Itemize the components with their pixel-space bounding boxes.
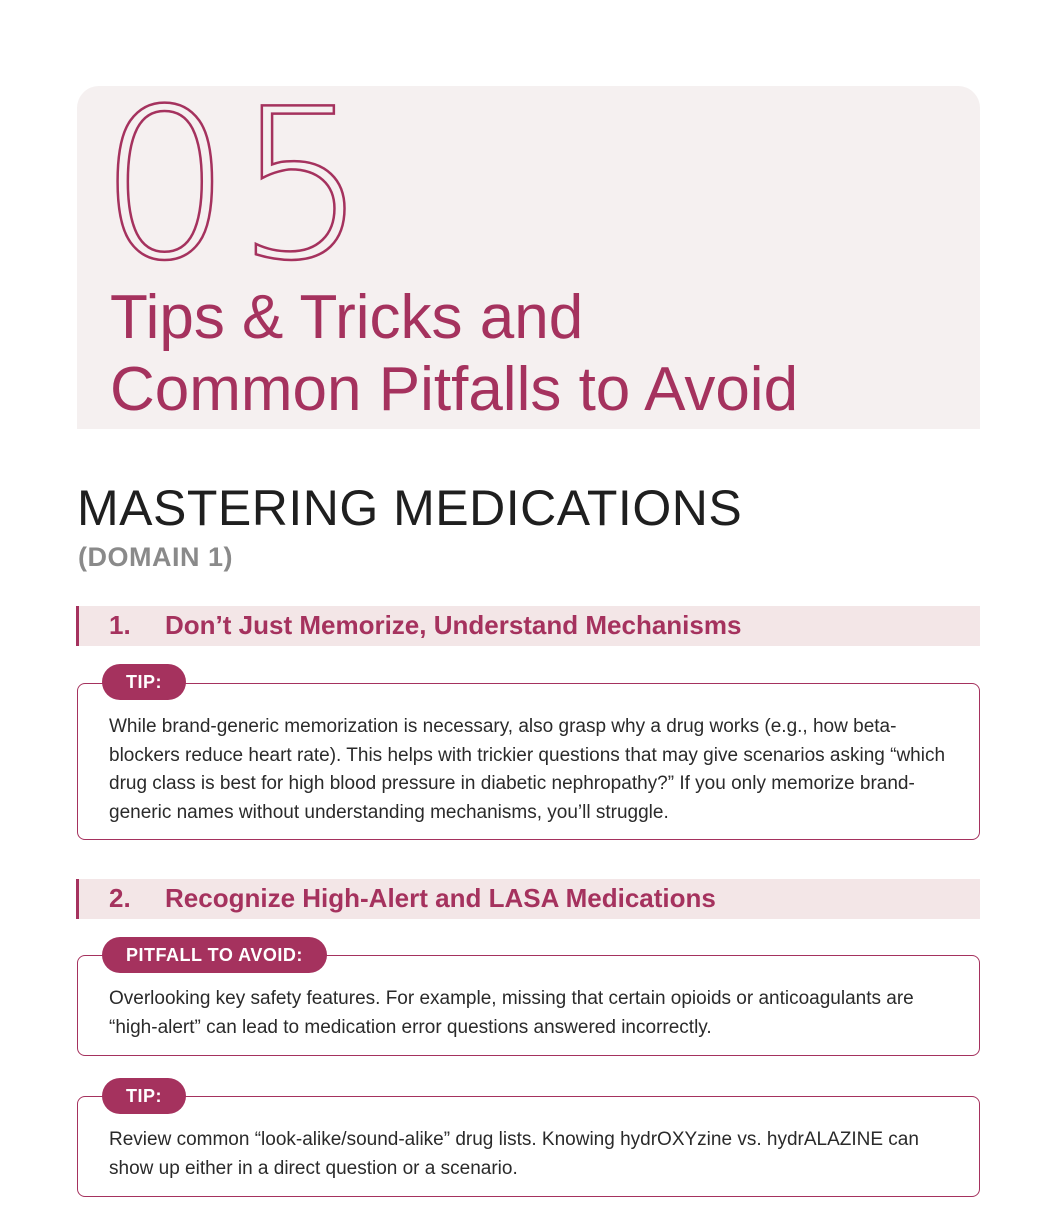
chapter-title-line-2: Common Pitfalls to Avoid <box>110 355 799 424</box>
callout-box-tip-2 <box>77 1096 980 1197</box>
section-subtitle: (DOMAIN 1) <box>78 542 233 572</box>
chapter-title-line-1: Tips & Tricks and <box>110 283 584 352</box>
callout-label-pitfall: PITFALL TO AVOID: <box>102 937 327 973</box>
item-heading-1 <box>76 606 980 646</box>
callout-text: While brand-generic memorization is necessary, also grasp why a drug works (e.g., how beta-blockers reduce heart rate). This helps with trickier questions that may give scenarios asking “which drug class is best for high blood pressure in diabetic nephropathy?” If you only memorize brand-generic names without understanding mechanisms, you’ll struggle. <box>109 716 946 823</box>
item-number: 2. <box>109 883 131 913</box>
chapter-number: 05 <box>99 65 372 307</box>
chapter-title <box>110 282 798 426</box>
callout-box-tip-1 <box>77 683 980 840</box>
item-heading-2 <box>76 879 980 919</box>
chapter-hero <box>77 65 980 429</box>
section-title: MASTERING MEDICATIONS <box>77 480 743 536</box>
callout-text: Review common “look-alike/sound-alike” drug lists. Knowing hydrOXYzine vs. hydrALAZINE can show up either in a direct question or a scenario. <box>109 1129 919 1179</box>
callout-text: Overlooking key safety features. For example, missing that certain opioids or anticoagulants are “high-alert” can lead to medication error questions answered incorrectly. <box>109 988 914 1038</box>
item-heading-text: Don’t Just Memorize, Understand Mechanisms <box>165 610 742 640</box>
callout-label-tip: TIP: <box>102 1078 186 1114</box>
callout-label-tip: TIP: <box>102 664 186 700</box>
item-number: 1. <box>109 610 131 640</box>
item-heading-text: Recognize High-Alert and LASA Medications <box>165 883 716 913</box>
